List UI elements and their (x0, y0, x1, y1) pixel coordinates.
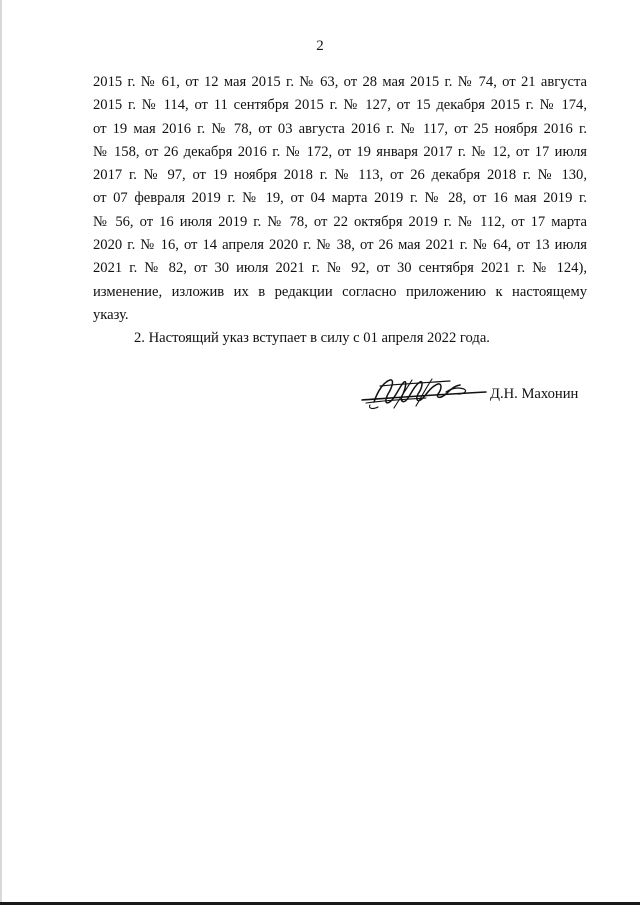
body-line: № 56, от 16 июля 2019 г. № 78, от 22 октября 2019 г. № 112, от 17 марта (93, 213, 587, 230)
signatory-name: Д.Н. Махонин (490, 386, 579, 402)
document-body (93, 71, 587, 351)
body-line: 2017 г. № 97, от 19 ноября 2018 г. № 113, от 26 декабря 2018 г. № 130, (93, 167, 587, 184)
body-line: 2020 г. № 16, от 14 апреля 2020 г. № 38, от 26 мая 2021 г. № 64, от 13 июля (93, 237, 587, 254)
page-number: 2 (316, 38, 324, 54)
body-line: № 158, от 26 декабря 2016 г. № 172, от 19 января 2017 г. № 12, от 17 июля (93, 143, 587, 160)
body-line: 2015 г. № 114, от 11 сентября 2015 г. № 127, от 15 декабря 2015 г. № 174, (93, 97, 587, 114)
handwritten-signature-icon (360, 372, 488, 416)
body-line: указу. (93, 306, 129, 323)
scan-left-edge (0, 0, 2, 905)
body-line: от 07 февраля 2019 г. № 19, от 04 марта 2019 г. № 28, от 16 мая 2019 г. (93, 190, 587, 207)
body-line: 2021 г. № 82, от 30 июля 2021 г. № 92, от 30 сентября 2021 г. № 124), (93, 260, 587, 277)
body-line: от 19 мая 2016 г. № 78, от 03 августа 2016 г. № 117, от 25 ноября 2016 г. (93, 120, 587, 137)
body-line: изменение, изложив их в редакции согласно приложению к настоящему (93, 283, 587, 300)
body-line: 2015 г. № 61, от 12 мая 2015 г. № 63, от 28 мая 2015 г. № 74, от 21 августа (93, 74, 587, 90)
paragraph-effective-date: 2. Настоящий указ вступает в силу с 01 апреля 2022 года. (134, 330, 490, 347)
signature-block (360, 372, 590, 422)
